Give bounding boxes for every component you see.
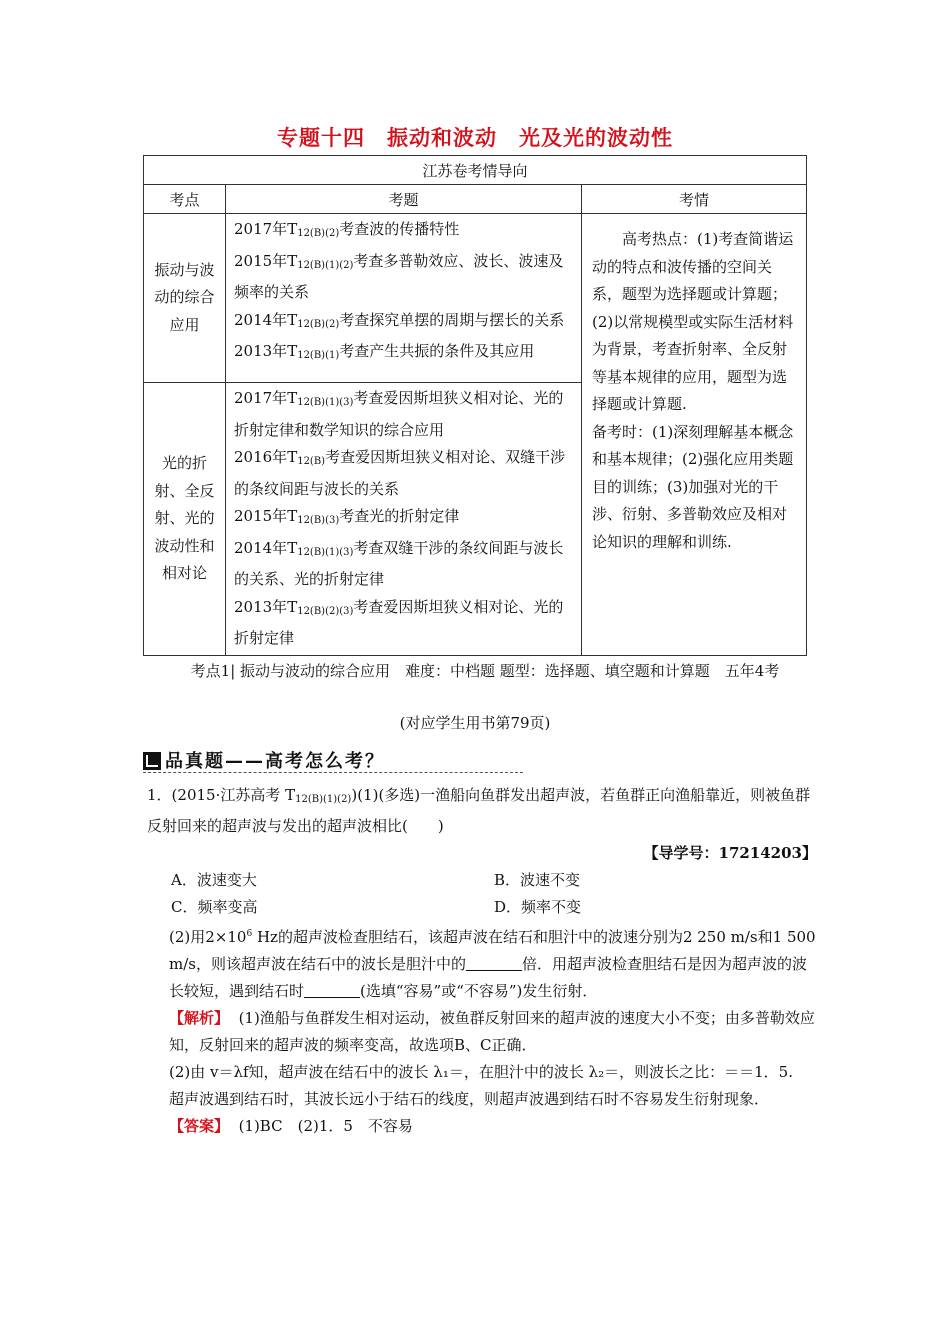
answer: 【答案】 (1)BC (2)1．5 不容易 bbox=[169, 1117, 413, 1135]
knowledge-point-heading: 考点1| 振动与波动的综合应用 难度：中档题 题型：选择题、填空题和计算题 五年4考 bbox=[190, 662, 780, 680]
exam-list-light bbox=[226, 383, 582, 656]
exam-item: 2013年$T_{12(B)(1)}$考查产生共振的条件及其应用 bbox=[234, 342, 535, 361]
section-title: 品真题——高考怎么考？ bbox=[165, 751, 385, 772]
exam-item: 2015年$T_{12(B)(1)(2)}$考查多普勒效应、波长、波速及频率的关系 bbox=[234, 251, 564, 301]
exam-item: 2016年$T_{12(B)}$考查爱因斯坦狭义相对论、双缝干涉的条纹间距与波长的关系 bbox=[234, 448, 566, 498]
options-row bbox=[147, 894, 817, 921]
page-title: 专题十四 振动和波动 光及光的波动性 bbox=[277, 126, 673, 150]
dashed-divider bbox=[143, 772, 523, 773]
exam-item: 2015年$T_{12(B)(3)}$考查光的折射定律 bbox=[234, 507, 460, 526]
analysis-1: 【解析】 (1)渔船与鱼群发生相对运动，被鱼群反射回来的超声波的速度大小不变；由多普勒效应知，反射回来的超声波的频率变高，故选项B、C正确． bbox=[169, 1009, 815, 1054]
option-b: B．波速不变 bbox=[494, 871, 581, 889]
table-caption: 江苏卷考情导向 bbox=[144, 156, 807, 185]
option-d: D．频率不变 bbox=[494, 898, 582, 916]
topic-vibration-waves: 振动与波动的综合应用 bbox=[144, 214, 226, 383]
hot-topics: 高考热点：(1)考查简谐运动的特点和波传播的空间关系，题型为选择题或计算题；(2)以常规模型或实际生活材料为背景，考查折射率、全反射等基本规律的应用，题型为选择题或计算题. bbox=[592, 230, 794, 413]
answer-blank[interactable] bbox=[304, 983, 360, 998]
exam-item: 2013年$T_{12(B)(2)(3)}$考查爱因斯坦狭义相对论、光的折射定律 bbox=[234, 597, 564, 647]
analysis-2: (2)由 v＝λf知，超声波在结石中的波长 λ₁＝，在胆汁中的波长 λ₂＝，则波长之比：＝＝1．5. bbox=[169, 1063, 793, 1081]
answer-tag: 【答案】 bbox=[169, 1117, 230, 1135]
analysis-3: 超声波遇到结石时，其波长远小于结石的线度，则超声波遇到结石时不容易发生衍射现象． bbox=[169, 1090, 770, 1108]
guide-number: 【导学号：17214203】 bbox=[643, 844, 817, 862]
answer-blank[interactable] bbox=[466, 956, 522, 971]
section-heading bbox=[143, 747, 523, 773]
exam-item: 2017年$T_{12(B)(2)}$考查波的传播特性 bbox=[234, 220, 460, 239]
exam-list-vibration bbox=[226, 214, 582, 383]
option-c: C．频率变高 bbox=[171, 898, 258, 916]
checkmark-box-icon bbox=[143, 752, 161, 770]
header-questions: 考题 bbox=[226, 185, 582, 214]
topic-light: 光的折射、全反射、光的波动性和相对论 bbox=[144, 383, 226, 656]
question-stem: 1．(2015·江苏高考 $T_{12(B)(1)(2)})(1)$(多选)一渔船向鱼群发出超声波，若鱼群正向渔船靠近，则被鱼群反射回来的超声波与发出的超声波相比( ) bbox=[147, 786, 811, 835]
question-part-2: (2)用$2\times 10^6$ Hz的超声波检查胆结石，该超声波在结石和胆汁中的波速分别为2 250 m/s和1 500 m/s，则该超声波在结石中的波长是胆汁中的 倍．用超声波检查胆结石是因为超声波的波长较短，遇到结石时 (选填“容易”或“不容易”)发生衍射． bbox=[169, 928, 816, 1000]
exam-item: 2014年$T_{12(B)(2)}$考查探究单摆的周期与摆长的关系 bbox=[234, 310, 565, 330]
analysis-tag: 【解析】 bbox=[169, 1009, 230, 1027]
header-topic: 考点 bbox=[144, 185, 226, 214]
page-reference: (对应学生用书第79页) bbox=[399, 714, 551, 732]
analysis-cell bbox=[582, 214, 807, 656]
question-1 bbox=[147, 782, 817, 1140]
header-analysis: 考情 bbox=[582, 185, 807, 214]
exam-item: 2014年$T_{12(B)(1)(3)}$考查双缝干涉的条纹间距与波长的关系、光的折射定律 bbox=[234, 538, 564, 588]
option-a: A．波速变大 bbox=[171, 871, 257, 889]
exam-guide-table bbox=[143, 155, 807, 656]
exam-item: 2017年$T_{12(B)(1)(3)}$考查爱因斯坦狭义相对论、光的折射定律和数学知识的综合应用 bbox=[234, 389, 564, 439]
prep-advice: 备考时：(1)深刻理解基本概念和基本规律；(2)强化应用类题目的训练；(3)加强对光的干涉、衍射、多普勒效应及相对论知识的理解和训练. bbox=[592, 422, 794, 551]
options-row bbox=[147, 867, 817, 894]
